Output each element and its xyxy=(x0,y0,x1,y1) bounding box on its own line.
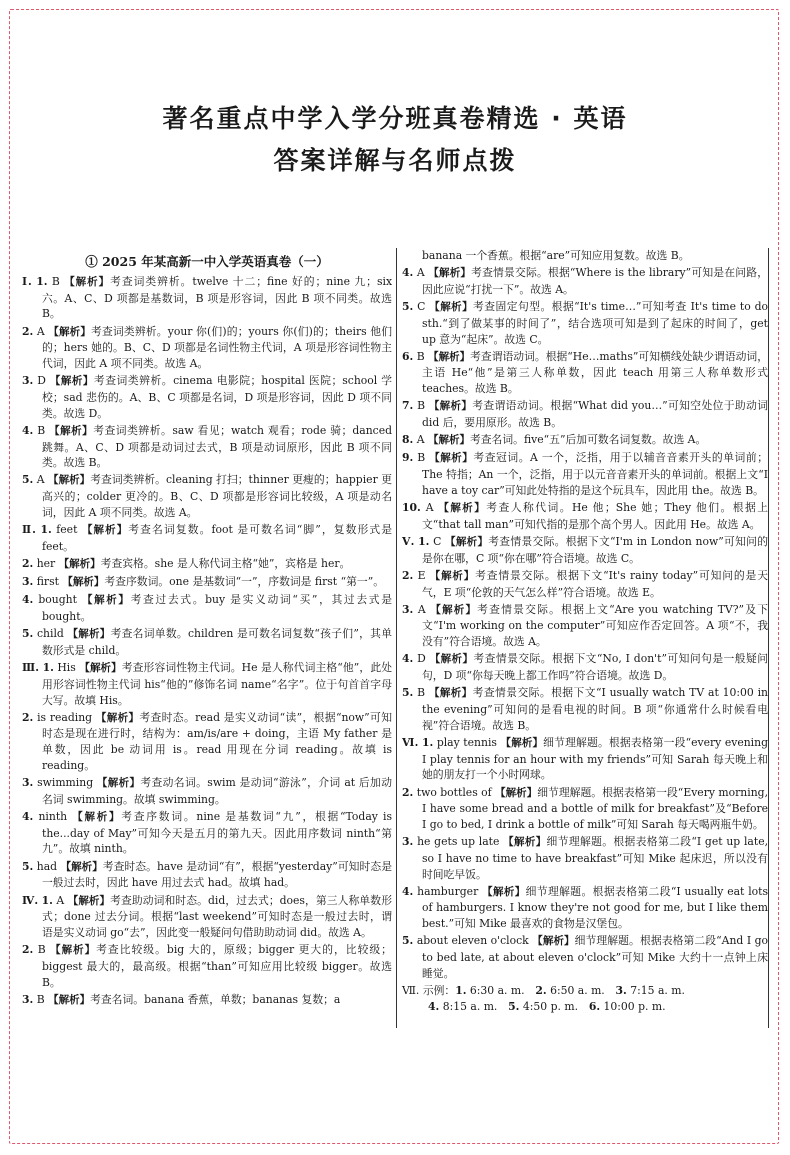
sample-time: 6:30 a. m. xyxy=(469,983,525,997)
analysis-tag: 【解析】 xyxy=(445,535,489,548)
answer-item xyxy=(22,809,392,857)
section-numeral: Ⅳ. xyxy=(22,893,39,907)
analysis-tag: 【解析】 xyxy=(81,524,129,537)
answer-key: feet xyxy=(56,523,78,537)
analysis-tag: 【解析】 xyxy=(429,569,476,582)
sample-number: 5. xyxy=(508,999,520,1013)
answer-item xyxy=(402,685,768,733)
answer-key: E xyxy=(417,568,426,582)
analysis-tag: 【解析】 xyxy=(67,894,111,907)
explanation-text: 考查时态。have 是动词“有”，根据“yesterday”可知时态是一般过去时，因此 have 用过去式 had。故填 had。 xyxy=(42,859,392,890)
item-number: 2. xyxy=(402,568,414,582)
answer-item xyxy=(402,602,768,650)
answer-key: A xyxy=(56,893,65,907)
analysis-tag: 【解析】 xyxy=(49,424,94,437)
analysis-tag: 【解析】 xyxy=(429,653,474,666)
explanation-text: 考查比较级。big 大的，原级；bigger 更大的，比较级；biggest 最大的，最高级。根据“than”可知应用比较级 bigger。故选 B。 xyxy=(42,943,392,989)
question-type: 细节理解题。 xyxy=(574,934,640,948)
explanation-text: 考查时态。read 是实义动词“读”，根据“now”可知时态是现在进行时，结构为：am/is/are + doing，主语 My father 是单数，因此 be 动词用 is。read 用现在分词 reading。故填 is reading。 xyxy=(42,710,392,772)
answer-item xyxy=(22,626,392,658)
item-number: 4. xyxy=(402,884,414,898)
analysis-tag: 【解析】 xyxy=(503,836,547,849)
answer-item xyxy=(22,592,392,624)
answer-item xyxy=(402,735,768,783)
answer-item xyxy=(22,556,392,573)
answer-item xyxy=(22,472,392,520)
analysis-tag: 【解析】 xyxy=(48,325,91,338)
answer-item xyxy=(402,568,768,600)
continued-text: banana 一个香蕉。根据“are”可知应用复数。故选 B。 xyxy=(422,249,690,262)
item-number: 2. xyxy=(22,324,34,338)
analysis-tag: 【解析】 xyxy=(79,662,122,675)
answer-key: B xyxy=(417,686,426,700)
answer-key: B xyxy=(37,943,46,957)
answer-item xyxy=(22,660,392,708)
analysis-tag: 【解析】 xyxy=(428,267,472,280)
sample-time: 10:00 p. m. xyxy=(603,999,666,1013)
answer-item xyxy=(402,450,768,498)
explanation-text: 考查情景交际。根据“Where is the library”可知是在问路，因此应说“打扰一下”。故选 A。 xyxy=(422,266,769,296)
answer-key: child xyxy=(36,627,64,641)
answer-key: B xyxy=(36,992,45,1006)
sub-title: 答案详解与名师点拨 xyxy=(273,146,517,175)
explanation-text: 考查情景交际。根据下文“It's rainy today”可知问的是天气，E 项“伦敦的天气怎么样”符合语境。故选 E。 xyxy=(422,568,768,599)
analysis-tag: 【解析】 xyxy=(429,301,474,314)
item-number: 5. xyxy=(22,859,34,873)
answer-key: C xyxy=(433,534,442,548)
explanation-text: 考查固定句型。根据“It's time…”可知考查 It's time to do sth.“到了做某事的时间了”，结合选项可知是到了起床的时间了，get up 意为“起床”。故选 C。 xyxy=(422,300,769,346)
item-number: 2. xyxy=(22,943,34,957)
analysis-tag: 【解析】 xyxy=(50,944,97,957)
sample-time: 6:50 a. m. xyxy=(550,983,605,997)
answer-item xyxy=(22,574,392,591)
right-rule xyxy=(768,248,769,1028)
analysis-tag: 【解析】 xyxy=(48,993,91,1006)
item-number: 5. xyxy=(22,473,34,487)
answer-key: A xyxy=(36,473,45,487)
answer-key: A xyxy=(417,602,426,616)
explanation-text: 考查词类辨析。saw 看见；watch 观看；rode 骑；danced 跳舞。A、C、D 项都是动词过去式，B 项是动词原形，因此 B 项不同类。故选 B。 xyxy=(42,423,392,470)
analysis-tag: 【解析】 xyxy=(82,594,131,607)
answer-key: had xyxy=(36,859,58,873)
item-number: 3. xyxy=(402,835,414,849)
answer-key: two bottles of xyxy=(416,785,492,799)
item-number: 3. xyxy=(22,992,34,1006)
explanation-text: 考查词类辨析。cinema 电影院；hospital 医院；school 学校；sad 悲伤的。A、B、C 项都是名词，D 项是形容词，因此 D 项不同类。故选 D。 xyxy=(42,374,392,420)
item-number: 3. xyxy=(22,776,34,790)
analysis-tag: 【解析】 xyxy=(64,276,111,288)
answer-key: B xyxy=(51,275,60,288)
explanation-text: 考查名词复数。foot 是可数名词“脚”，复数形式是 feet。 xyxy=(42,523,393,553)
answer-item xyxy=(22,859,392,891)
answer-item xyxy=(22,710,392,774)
answer-key: B xyxy=(416,349,425,363)
answer-item xyxy=(22,942,392,990)
answer-key: A xyxy=(36,324,45,338)
item-number: 1. xyxy=(418,534,430,548)
left-answer-list xyxy=(22,274,392,1008)
answer-item xyxy=(402,785,768,833)
explanation-text: 根据表格第一段“every evening I play tennis for an hour with my friends”可知 Sarah 每天晚上和她的朋友打一个小时网球。 xyxy=(422,735,768,782)
answer-key: hamburger xyxy=(417,884,479,898)
item-number: 2. xyxy=(402,785,414,799)
sample-answers xyxy=(402,983,768,1015)
answer-key: swimming xyxy=(37,776,94,790)
item-number: 2. xyxy=(22,710,34,724)
question-type: 细节理解题。 xyxy=(525,884,593,898)
answer-key: A xyxy=(425,501,434,515)
analysis-tag: 【解析】 xyxy=(72,811,122,823)
answer-key: A xyxy=(416,433,425,447)
answer-key: B xyxy=(417,451,426,465)
item-number: 4. xyxy=(402,266,414,280)
title-block xyxy=(0,98,790,182)
item-number: 4. xyxy=(22,593,34,607)
question-type: 细节理解题。 xyxy=(543,735,609,749)
answer-item xyxy=(22,274,392,322)
main-title: 著名重点中学入学分班真卷精选 · 英语 xyxy=(162,104,628,133)
answer-key: ninth xyxy=(38,810,68,823)
answer-item xyxy=(22,522,392,554)
analysis-tag: 【解析】 xyxy=(95,711,140,724)
sample-number: 3. xyxy=(615,983,627,997)
analysis-tag: 【解析】 xyxy=(438,502,487,515)
explanation-text: 根据表格第一段“Every morning, I have some bread and a bottle of milk for breakfast”及“Before I go to bed, I drink a bottle of milk”可知 Sarah 每天喝两瓶牛奶。 xyxy=(422,785,769,831)
analysis-tag: 【解析】 xyxy=(532,935,575,948)
explanation-text: 考查情景交际。根据上文“Are you watching TV?”及下文“I'm working on the computer”可知应作否定回答。A 项“不，我没有”符合语境。故选 A。 xyxy=(422,602,769,649)
analysis-tag: 【解析】 xyxy=(48,474,91,487)
explanation-text: 考查词类辨析。your 你(们)的；yours 你(们)的；theirs 他们的；hers 她的。B、C、D 项都是名词性物主代词，A 项是形容词性物主代词，因此 A 项不同类。故选 A。 xyxy=(42,324,393,371)
explanation-text: 考查宾格。she 是人称代词主格“她”，宾格是 her。 xyxy=(100,556,351,570)
explanation-text: 考查词类辨析。twelve 十二；fine 好的；nine 九；six 六。A、C、D 项都是基数词，B 项是形容词，因此 B 项不同类。故选 B。 xyxy=(42,275,393,321)
explanation-text: 考查谓语动词。根据“He…maths”可知横线处缺少谓语动词，主语 He“他”是第三人称单数，因此 teach 用第三人称单数形式 teaches。故选 B。 xyxy=(422,349,769,396)
explanation-text: 考查名词。banana 香蕉，单数；bananas 复数；a xyxy=(90,992,341,1006)
answer-item xyxy=(402,534,768,566)
item-number: 7. xyxy=(402,399,414,413)
answer-key: play tennis xyxy=(436,735,497,749)
section-numeral: Ⅱ. xyxy=(22,523,36,537)
analysis-tag: 【解析】 xyxy=(495,786,538,799)
sample-line xyxy=(402,999,768,1015)
explanation-text: 根据表格第二段“I usually eat lots of hamburgers. I know they're not good for me, but I like them best.”可知 Mike 最喜欢的食物是汉堡包。 xyxy=(422,884,769,931)
answer-item xyxy=(402,349,768,397)
section-numeral: Ⅲ. xyxy=(22,661,40,675)
sample-label: 示例： xyxy=(422,983,456,997)
answer-item xyxy=(402,398,768,430)
answer-key: about eleven o'clock xyxy=(416,934,529,948)
analysis-tag: 【解析】 xyxy=(60,860,103,873)
answer-item xyxy=(22,423,392,471)
analysis-tag: 【解析】 xyxy=(429,452,474,465)
answer-key: her xyxy=(36,556,56,570)
explanation-text: 根据表格第二段“And I go to bed late, at about eleven o'clock”可知 Mike 大约十一点钟上床睡觉。 xyxy=(422,934,769,980)
answer-item xyxy=(22,893,392,941)
item-number: 1. xyxy=(42,661,54,675)
answer-item xyxy=(22,373,392,421)
sample-number: 1. xyxy=(455,983,467,997)
answer-item xyxy=(22,775,392,807)
item-number: 10. xyxy=(402,501,421,515)
explanation-text: 考查序数词。nine 是基数词“九”，根据“Today is the...day of May”可知今天是五月的第九天。因此用序数词 ninth“第九”。故填 ninth。 xyxy=(42,810,393,856)
answer-key: D xyxy=(417,652,426,666)
item-number: 1. xyxy=(40,523,52,537)
explanation-text: 考查情景交际。根据下文“I usually watch TV at 10:00 in the evening”可知问的是看电视的时间。B 项“你通常什么时候看电视”符合语境。故选 B。 xyxy=(422,686,769,732)
sample-number: 2. xyxy=(535,983,547,997)
analysis-tag: 【解析】 xyxy=(62,576,105,589)
answer-item xyxy=(402,299,768,347)
item-number: 3. xyxy=(402,602,414,616)
analysis-tag: 【解析】 xyxy=(96,777,141,790)
answer-key: he gets up late xyxy=(417,835,500,849)
answer-item xyxy=(402,432,768,449)
answer-item xyxy=(402,500,768,532)
analysis-tag: 【解析】 xyxy=(49,375,94,388)
answer-item xyxy=(402,834,768,882)
explanation-text: 考查名词。five“五”后加可数名词复数。故选 A。 xyxy=(469,433,707,447)
item-number: 4. xyxy=(402,652,414,666)
answer-key: bought xyxy=(38,593,77,607)
explanation-text: 考查人称代词。He 他；She 她；They 他们。根据上文“that tall man”可知代指的是那个高个男人。因此用 He。故选 A。 xyxy=(422,501,768,531)
explanation-text: 考查形容词性物主代词。He 是人称代词主格“他”，此处用形容词性物主代词 his“他的”修饰名词 name“名字”。位于句首首字母大写。故填 His。 xyxy=(42,661,393,707)
analysis-tag: 【解析】 xyxy=(428,350,471,363)
explanation-text: 考查情景交际。根据下文“No, I don't”可知问句是一般疑问句，D 项“你每天晚上都工作吗”符合语境。故选 D。 xyxy=(422,652,769,683)
item-number: 4. xyxy=(22,423,34,437)
explanation-text: 考查名词单数。children 是可数名词复数“孩子们”，其单数形式是 child。 xyxy=(42,627,393,657)
item-number: 5. xyxy=(402,686,414,700)
explanation-text: 考查情景交际。根据下文“I'm in London now”可知问的是你在哪，C 项“你在哪”符合语境。故选 C。 xyxy=(422,534,769,565)
question-type: 细节理解题。 xyxy=(546,835,614,849)
answer-key: is reading xyxy=(37,710,93,724)
item-number: 1. xyxy=(41,893,53,907)
item-number: 2. xyxy=(22,556,34,570)
sample-number: 4. xyxy=(428,999,440,1013)
analysis-tag: 【解析】 xyxy=(427,434,470,447)
answer-item xyxy=(402,933,768,981)
explanation-text: 考查助动词和时态。did，过去式；does，第三人称单数形式；done 过去分词。根据“last weekend”可知时态是一般过去时，谓语是实义动词 go“去”，因此变一般疑问句借助助动词 did。故选 A。 xyxy=(42,893,392,939)
answer-key: A xyxy=(416,266,425,280)
answer-key: B xyxy=(417,399,426,413)
section-numeral: Ⅰ. xyxy=(22,275,32,288)
item-number: 4. xyxy=(22,810,34,823)
explanation-text: 考查序数词。one 是基数词“一”，序数词是 first “第一”。 xyxy=(104,575,385,589)
item-number: 6. xyxy=(402,349,414,363)
item-number: 9. xyxy=(402,451,414,465)
section-numeral: Ⅵ. xyxy=(402,735,419,749)
sample-line xyxy=(402,983,768,999)
answer-item xyxy=(402,651,768,683)
answer-key: C xyxy=(417,300,426,314)
analysis-tag: 【解析】 xyxy=(500,736,544,749)
analysis-tag: 【解析】 xyxy=(430,603,478,616)
answer-key: first xyxy=(36,575,59,589)
item-number: 5. xyxy=(22,627,34,641)
section-title: ① 2025 年某高新一中入学英语真卷（一） xyxy=(85,254,329,269)
answer-item xyxy=(402,884,768,932)
explanation-text: 考查词类辨析。cleaning 打扫；thinner 更瘦的；happier 更高兴的；colder 更冷的。B、C、D 项都是形容词比较级，A 项是动名词，因此 A 项不同类。故选 A。 xyxy=(42,473,392,519)
answer-key: D xyxy=(37,374,46,388)
sample-time: 8:15 a. m. xyxy=(442,999,498,1013)
item-number: 1. xyxy=(421,735,434,749)
right-answer-list xyxy=(402,265,768,981)
answer-item xyxy=(22,992,392,1009)
item-number: 3. xyxy=(22,575,34,589)
explanation-text: 根据表格第二段“I get up late, so I have no time to have breakfast”可知 Mike 起床迟，所以没有时间吃早饭。 xyxy=(422,835,769,881)
sample-time: 7:15 a. m. xyxy=(630,983,685,997)
item-number: 5. xyxy=(402,934,414,948)
section-numeral: Ⅴ. xyxy=(402,534,415,548)
explanation-text: 考查过去式。buy 是实义动词“买”，其过去式是 bought。 xyxy=(42,593,393,624)
analysis-tag: 【解析】 xyxy=(67,628,111,641)
section-numeral: Ⅶ. xyxy=(402,983,420,997)
explanation-text: 考查动名词。swim 是动词“游泳”，介词 at 后加动名词 swimming。故填 swimming。 xyxy=(42,776,392,806)
question-type: 细节理解题。 xyxy=(537,785,603,799)
explanation-text: 考查冠词。A 一个，泛指，用于以辅音音素开头的单词前；The 特指；An 一个，泛指，用于以元音音素开头的单词前。根据上文“I have a toy car”可知此处特指的是这个玩具车，因此用 the。故选 B。 xyxy=(422,451,769,497)
analysis-tag: 【解析】 xyxy=(428,400,473,413)
column-divider xyxy=(396,248,397,1028)
right-column xyxy=(402,248,768,1015)
item-number: 8. xyxy=(402,433,414,447)
item-number: 3. xyxy=(22,374,34,388)
analysis-tag: 【解析】 xyxy=(482,885,526,898)
answer-key: B xyxy=(37,423,46,437)
item-number: 5. xyxy=(402,300,414,314)
analysis-tag: 【解析】 xyxy=(58,557,101,570)
analysis-tag: 【解析】 xyxy=(428,687,473,700)
answer-item xyxy=(22,324,392,372)
left-column xyxy=(22,252,392,1010)
explanation-text: 考查谓语动词。根据“What did you…”可知空处位于助动词 did 后，要用原形。故选 B。 xyxy=(422,399,769,430)
sample-number: 6. xyxy=(588,999,601,1013)
item-number: 1. xyxy=(36,275,48,288)
sample-time: 4:50 p. m. xyxy=(522,999,579,1013)
answer-key: His xyxy=(57,661,76,675)
answer-item xyxy=(402,265,768,297)
